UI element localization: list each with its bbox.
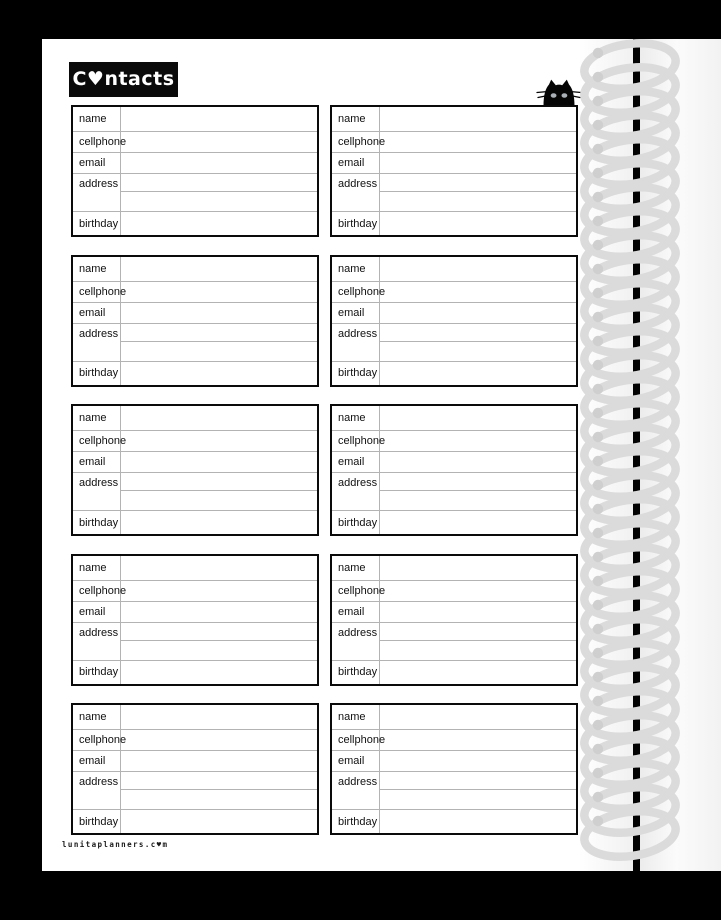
address-label: address	[73, 324, 121, 362]
contact-card	[330, 404, 578, 536]
birthday-label: birthday	[332, 362, 380, 385]
page-edge-shadow	[578, 39, 633, 871]
birthday-label: birthday	[332, 511, 380, 534]
address-value-cell-2	[121, 491, 317, 511]
cellphone-value-cell	[380, 730, 576, 751]
contact-card	[330, 703, 578, 835]
address-value-cell-2	[380, 192, 576, 212]
contact-card	[71, 703, 319, 835]
address-value-cell	[380, 324, 576, 342]
email-label: email	[73, 153, 121, 174]
contact-card	[330, 105, 578, 237]
birthday-value-cell	[121, 511, 317, 534]
address-value-cell-2	[121, 342, 317, 362]
cellphone-label: cellphone	[73, 431, 121, 452]
email-label: email	[73, 751, 121, 772]
name-label: name	[73, 406, 121, 431]
address-label: address	[332, 174, 380, 212]
address-label: address	[332, 324, 380, 362]
email-label: email	[332, 452, 380, 473]
name-value-cell	[121, 257, 317, 282]
email-label: email	[332, 602, 380, 623]
name-value-cell	[121, 107, 317, 132]
name-value-cell	[380, 406, 576, 431]
address-value-cell	[121, 772, 317, 790]
email-label: email	[73, 452, 121, 473]
cellphone-value-cell	[121, 431, 317, 452]
name-label: name	[332, 107, 380, 132]
address-label: address	[73, 473, 121, 511]
cellphone-label: cellphone	[332, 730, 380, 751]
address-label: address	[73, 174, 121, 212]
birthday-label: birthday	[73, 661, 121, 684]
name-label: name	[73, 257, 121, 282]
birthday-value-cell	[121, 212, 317, 235]
page-title-box	[69, 62, 178, 97]
next-page-edge	[640, 39, 721, 871]
cat-eye-right	[562, 93, 568, 98]
name-label: name	[73, 107, 121, 132]
page-title: C♥ntacts	[72, 67, 175, 90]
name-label: name	[332, 556, 380, 581]
address-value-cell	[121, 324, 317, 342]
email-label: email	[332, 153, 380, 174]
address-value-cell	[121, 473, 317, 491]
email-value-cell	[121, 452, 317, 473]
address-value-cell	[380, 623, 576, 641]
address-value-cell-2	[121, 192, 317, 212]
birthday-value-cell	[380, 511, 576, 534]
address-label: address	[332, 772, 380, 810]
address-value-cell-2	[380, 342, 576, 362]
cellphone-label: cellphone	[73, 132, 121, 153]
address-label: address	[332, 473, 380, 511]
name-label: name	[332, 257, 380, 282]
cellphone-label: cellphone	[73, 282, 121, 303]
address-value-cell	[380, 772, 576, 790]
contact-card	[71, 554, 319, 686]
cellphone-value-cell	[380, 132, 576, 153]
birthday-value-cell	[121, 810, 317, 833]
email-value-cell	[380, 303, 576, 324]
name-label: name	[332, 705, 380, 730]
email-value-cell	[380, 602, 576, 623]
name-label: name	[73, 556, 121, 581]
address-label: address	[73, 623, 121, 661]
name-label: name	[332, 406, 380, 431]
contact-card	[71, 404, 319, 536]
name-value-cell	[121, 705, 317, 730]
contact-card	[330, 255, 578, 387]
cellphone-value-cell	[380, 581, 576, 602]
cellphone-label: cellphone	[73, 730, 121, 751]
birthday-value-cell	[380, 661, 576, 684]
cat-eye-left	[551, 93, 557, 98]
birthday-label: birthday	[73, 362, 121, 385]
contact-card	[330, 554, 578, 686]
cellphone-label: cellphone	[332, 431, 380, 452]
contact-card	[71, 255, 319, 387]
contact-cards-grid	[71, 105, 578, 835]
email-label: email	[73, 303, 121, 324]
name-label: name	[73, 705, 121, 730]
address-value-cell-2	[380, 491, 576, 511]
cellphone-value-cell	[121, 581, 317, 602]
birthday-label: birthday	[73, 810, 121, 833]
cellphone-value-cell	[121, 282, 317, 303]
binding-gap-bar	[633, 39, 640, 871]
birthday-value-cell	[380, 362, 576, 385]
address-value-cell-2	[121, 790, 317, 810]
email-label: email	[332, 751, 380, 772]
email-value-cell	[380, 452, 576, 473]
email-value-cell	[121, 751, 317, 772]
email-value-cell	[121, 153, 317, 174]
email-value-cell	[380, 751, 576, 772]
address-value-cell	[121, 174, 317, 192]
cat-icon	[536, 78, 582, 106]
birthday-label: birthday	[332, 661, 380, 684]
address-value-cell-2	[121, 641, 317, 661]
email-value-cell	[121, 303, 317, 324]
cellphone-value-cell	[380, 431, 576, 452]
birthday-label: birthday	[73, 511, 121, 534]
address-value-cell-2	[380, 641, 576, 661]
contacts-page	[42, 39, 633, 871]
name-value-cell	[380, 705, 576, 730]
email-value-cell	[121, 602, 317, 623]
address-value-cell-2	[380, 790, 576, 810]
address-value-cell	[380, 174, 576, 192]
name-value-cell	[121, 406, 317, 431]
address-value-cell	[380, 473, 576, 491]
contact-card	[71, 105, 319, 237]
email-label: email	[332, 303, 380, 324]
address-value-cell	[121, 623, 317, 641]
cellphone-label: cellphone	[332, 282, 380, 303]
birthday-label: birthday	[332, 810, 380, 833]
cat-head	[544, 80, 575, 106]
cellphone-value-cell	[380, 282, 576, 303]
birthday-value-cell	[121, 362, 317, 385]
cellphone-value-cell	[121, 730, 317, 751]
address-label: address	[73, 772, 121, 810]
birthday-value-cell	[380, 212, 576, 235]
name-value-cell	[121, 556, 317, 581]
name-value-cell	[380, 257, 576, 282]
cellphone-label: cellphone	[73, 581, 121, 602]
cellphone-label: cellphone	[332, 581, 380, 602]
email-value-cell	[380, 153, 576, 174]
email-label: email	[73, 602, 121, 623]
birthday-label: birthday	[73, 212, 121, 235]
cellphone-label: cellphone	[332, 132, 380, 153]
birthday-value-cell	[380, 810, 576, 833]
name-value-cell	[380, 556, 576, 581]
name-value-cell	[380, 107, 576, 132]
footer-brand: lunitaplanners.c♥m	[62, 840, 169, 849]
birthday-label: birthday	[332, 212, 380, 235]
birthday-value-cell	[121, 661, 317, 684]
cellphone-value-cell	[121, 132, 317, 153]
address-label: address	[332, 623, 380, 661]
